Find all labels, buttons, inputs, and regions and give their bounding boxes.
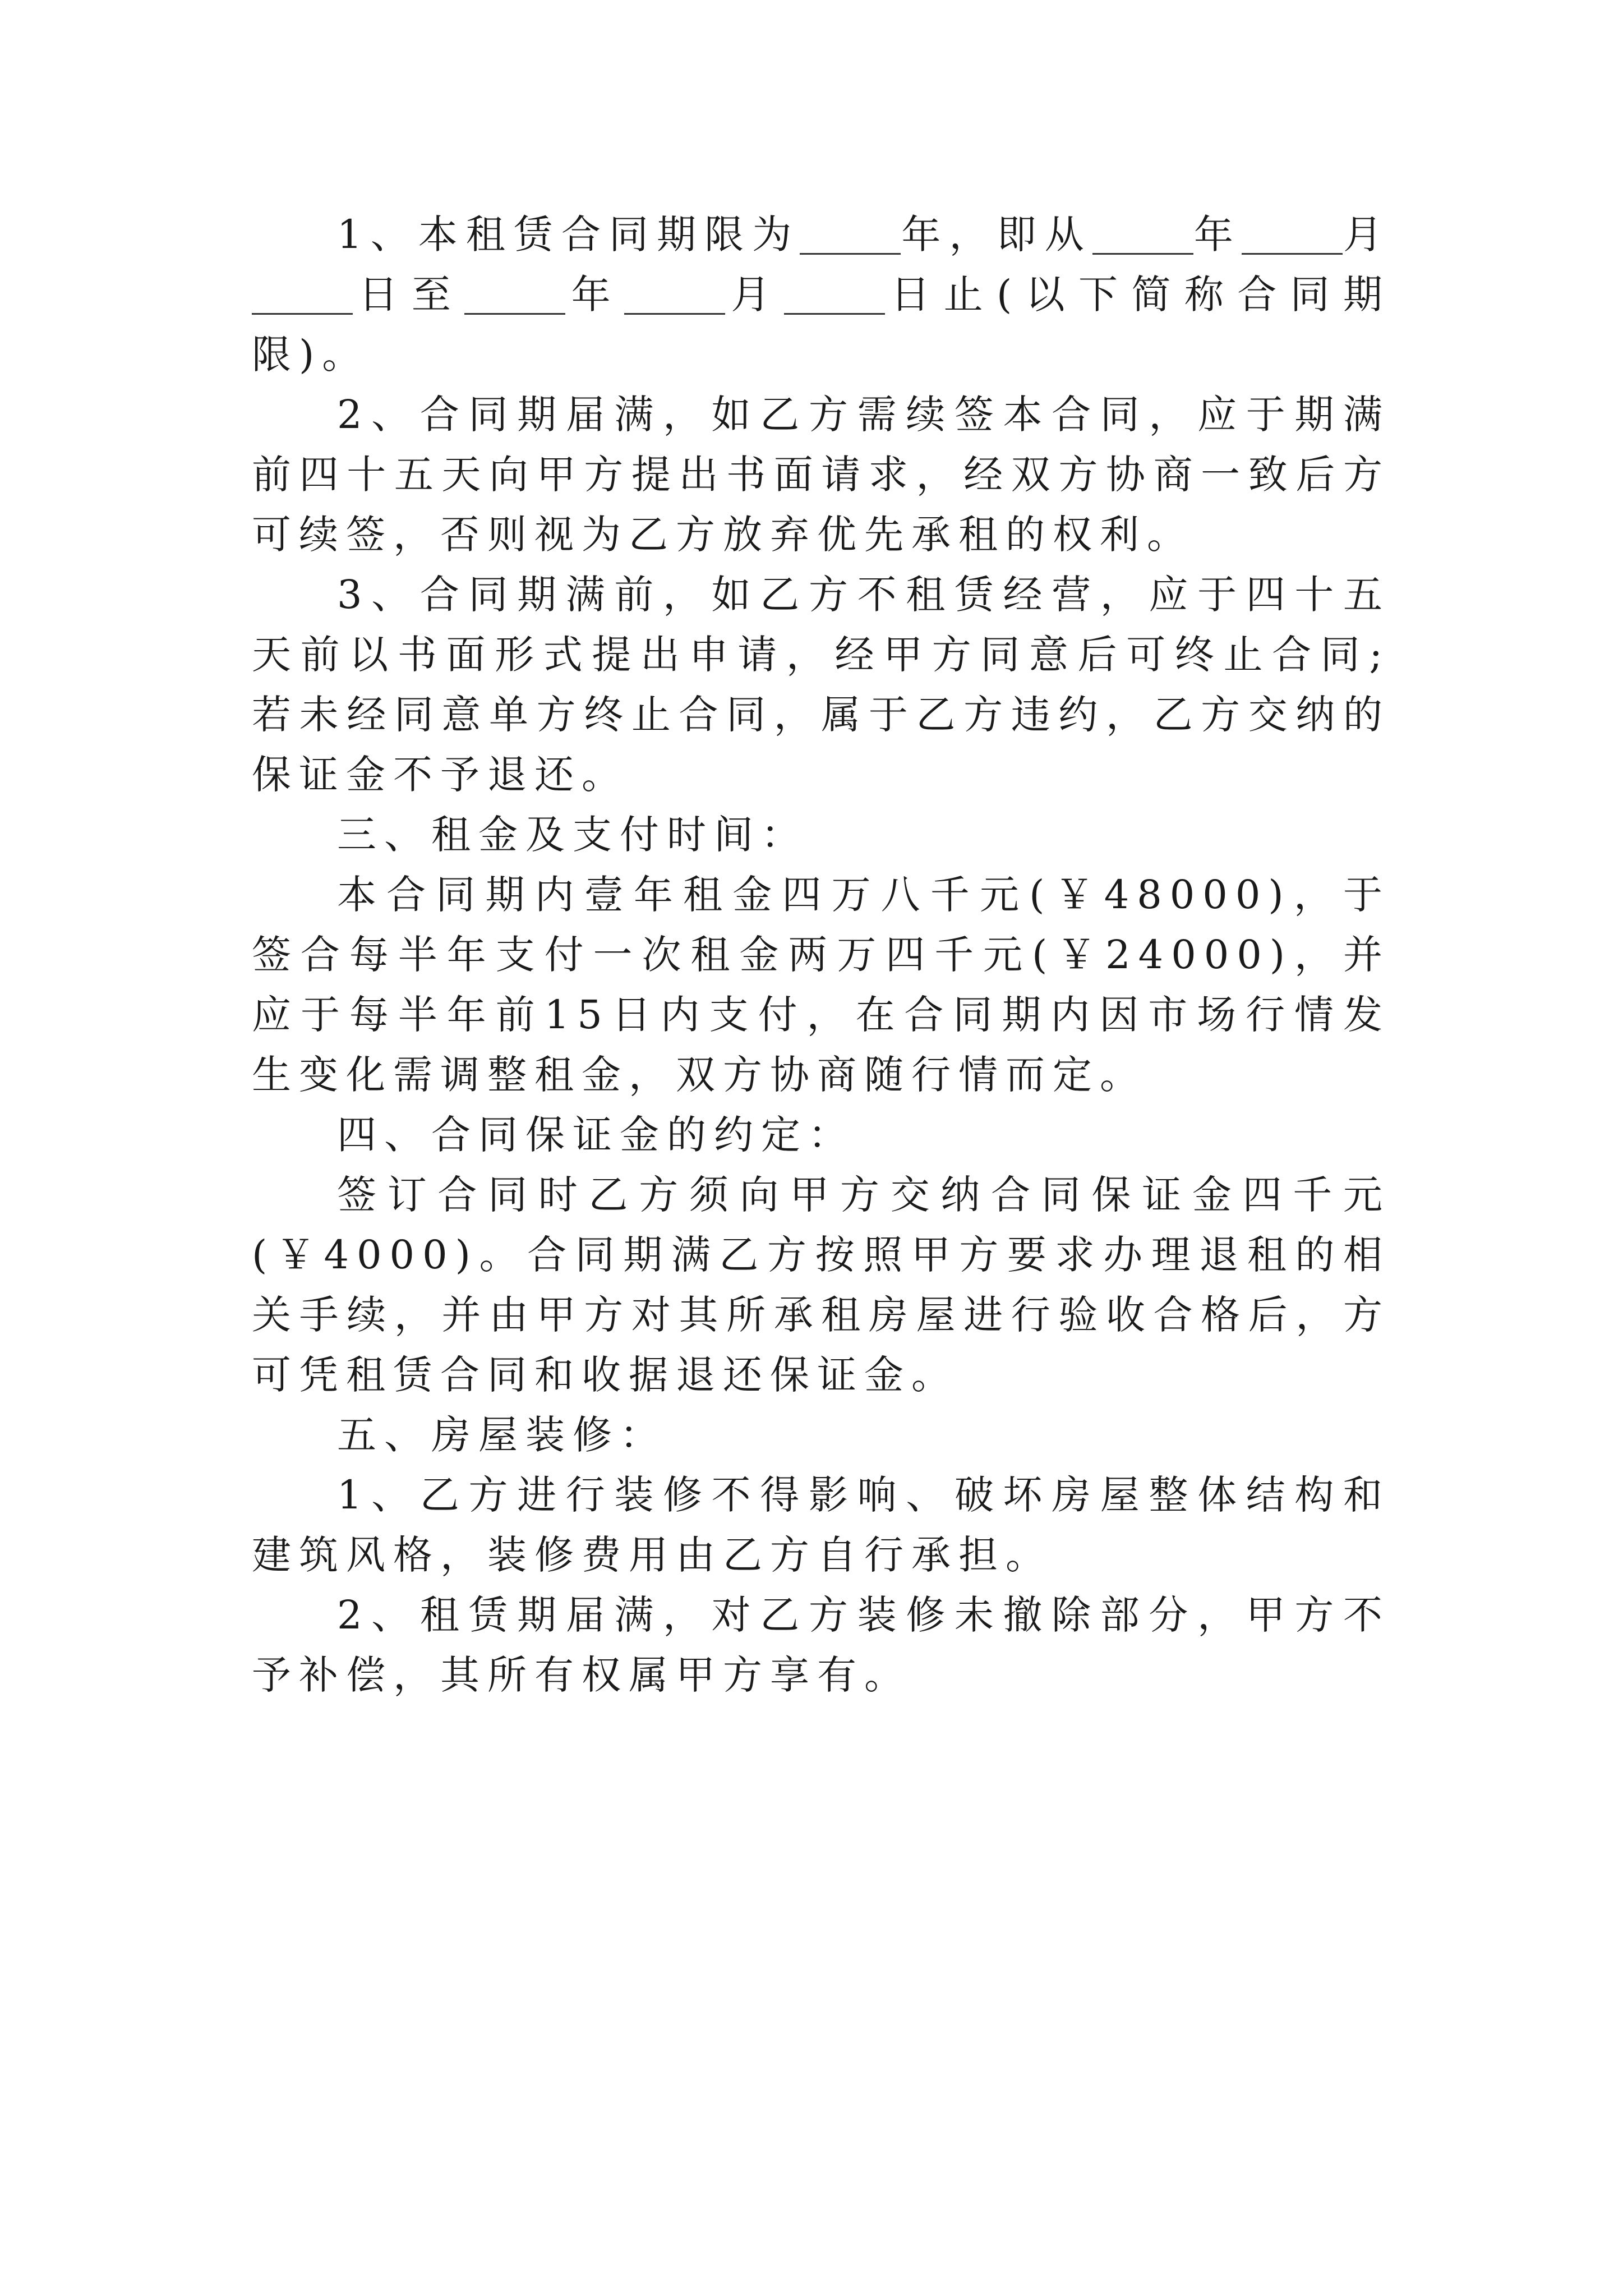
blank-years — [800, 214, 901, 255]
section-heading-renovation: 五、房屋装修： — [337, 1412, 667, 1458]
text-segment: 年，即从 — [901, 211, 1092, 257]
document-body — [252, 205, 1390, 1705]
clause-rent: 本合同期内壹年租金四万八千元(￥48000)，于签合每半年支付一次租金两万四千元(￥24000)，并应于每半年前15日内支付，在合同期内因市场行情发生变化需调整租金，双方协商随行情而定。 — [252, 872, 1390, 1098]
text-segment: 年 — [565, 272, 624, 318]
blank-end-day — [784, 274, 885, 315]
clause-renovation-ownership: 2、租赁期届满，对乙方装修未撤除部分，甲方不予补偿，其所有权属甲方享有。 — [252, 1592, 1390, 1698]
text-segment: 1、本租赁合同期限为 — [337, 211, 800, 257]
blank-end-year — [464, 274, 565, 315]
section-heading-deposit: 四、合同保证金的约定： — [337, 1112, 855, 1158]
text-segment: 日止(以下简称合同期限)。 — [252, 272, 1391, 378]
clause-renovation-cost: 1、乙方进行装修不得影响、破坏房屋整体结构和建筑风格，装修费用由乙方自行承担。 — [252, 1472, 1390, 1578]
clause-deposit: 签订合同时乙方须向甲方交纳合同保证金四千元(￥4000)。合同期满乙方按照甲方要求办理退租的相关手续，并由甲方对其所承租房屋进行验收合格后，方可凭租赁合同和收据退还保证金。 — [252, 1172, 1390, 1398]
clause-renewal: 2、合同期届满，如乙方需续签本合同，应于期满前四十五天向甲方提出书面请求，经双方协商一致后方可续签，否则视为乙方放弃优先承租的权利。 — [252, 392, 1390, 558]
clause-early-termination: 3、合同期满前，如乙方不租赁经营，应于四十五天前以书面形式提出申请，经甲方同意后可终止合同;若未经同意单方终止合同，属于乙方违约，乙方交纳的保证金不予退还。 — [252, 572, 1390, 798]
text-segment: 年 — [1193, 211, 1242, 257]
blank-start-month — [1242, 214, 1343, 255]
text-segment: 月 — [725, 272, 784, 318]
blank-start-year — [1092, 214, 1193, 255]
clause-lease-term — [252, 205, 1390, 385]
text-segment: 日至 — [353, 272, 465, 318]
text-segment: 月 — [1342, 211, 1391, 257]
blank-start-day — [252, 274, 353, 315]
blank-end-month — [624, 274, 725, 315]
section-heading-rent: 三、租金及支付时间： — [337, 812, 808, 858]
